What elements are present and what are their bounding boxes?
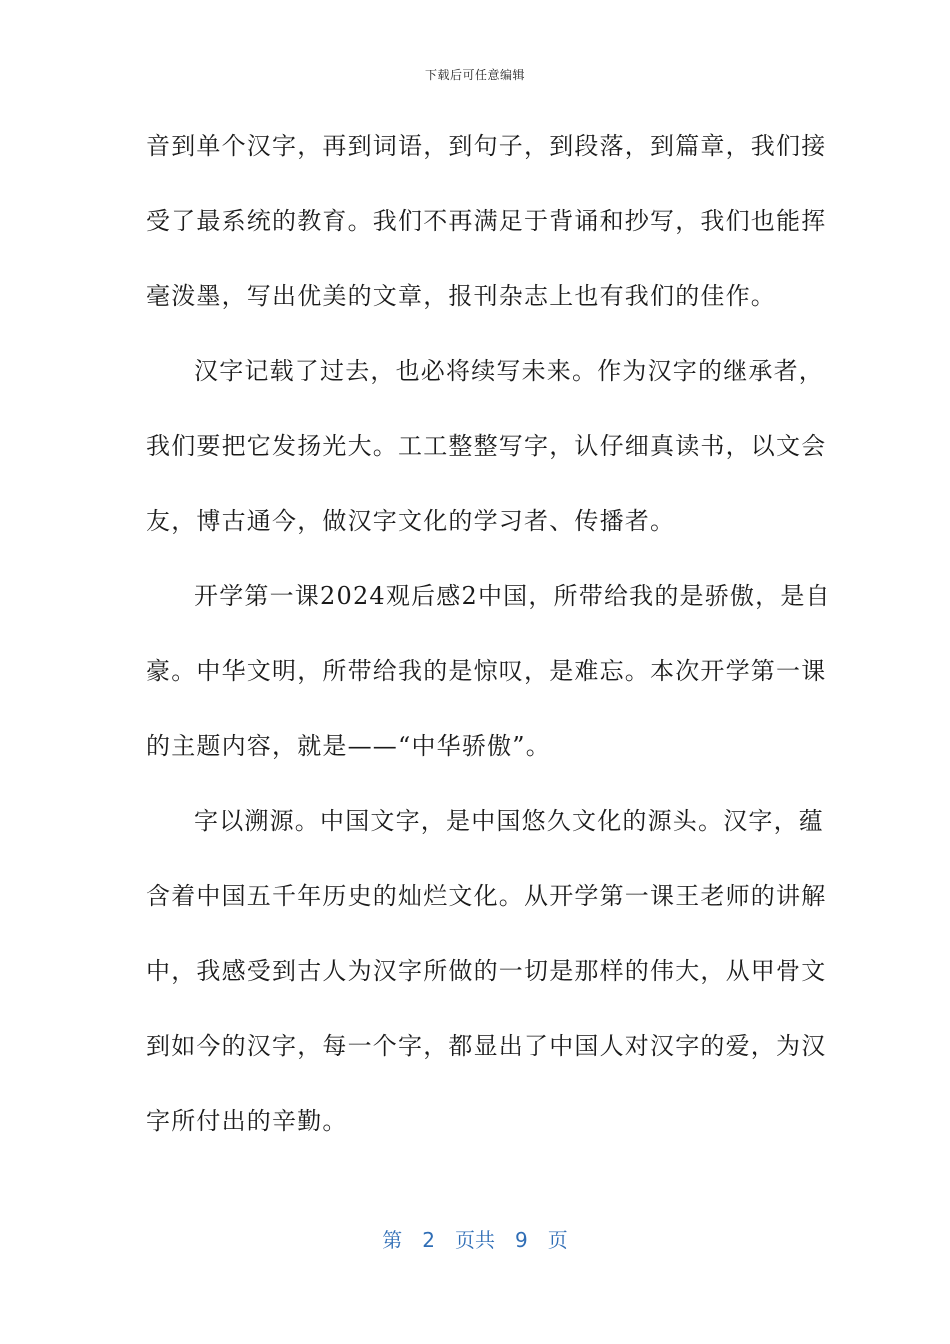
total-pages-number: 9: [515, 1228, 528, 1252]
text-line-12: 中，我感受到古人为汉字所做的一切是那样的伟大，从甲骨文: [146, 957, 827, 985]
page-mid: 页共: [455, 1228, 495, 1252]
text-line-9: 的主题内容，就是——“中华骄傲”。: [146, 732, 551, 760]
page-footer: [0, 1224, 950, 1253]
text-line-4: 汉字记载了过去，也必将续写未来。作为汉字的继承者，: [194, 357, 824, 385]
text-line-3: 毫泼墨，写出优美的文章，报刊杂志上也有我们的佳作。: [146, 282, 776, 310]
page-prefix: 第: [382, 1228, 403, 1252]
text-line-14: 字所付出的辛勤。: [146, 1107, 348, 1135]
text-line-7: 开学第一课2024观后感2中国，所带给我的是骄傲，是自: [194, 582, 831, 610]
header-note: 下载后可任意编辑: [424, 68, 525, 82]
text-line-1: 音到单个汉字，再到词语，到句子，到段落，到篇章，我们接: [146, 132, 827, 160]
text-line-5: 我们要把它发扬光大。工工整整写字，认仔细真读书，以文会: [146, 432, 827, 460]
text-line-2: 受了最系统的教育。我们不再满足于背诵和抄写，我们也能挥: [146, 207, 827, 235]
text-line-10: 字以溯源。中国文字，是中国悠久文化的源头。汉字，蕴: [194, 807, 824, 835]
text-line-13: 到如今的汉字，每一个字，都显出了中国人对汉字的爱，为汉: [146, 1032, 827, 1060]
text-line-11: 含着中国五千年历史的灿烂文化。从开学第一课王老师的讲解: [146, 882, 827, 910]
page-suffix: 页: [547, 1228, 568, 1252]
text-line-6: 友，博古通今，做汉字文化的学习者、传播者。: [146, 507, 676, 535]
current-page-number: 2: [422, 1228, 435, 1252]
text-line-8: 豪。中华文明，所带给我的是惊叹，是难忘。本次开学第一课: [146, 657, 827, 685]
document-body: [146, 121, 831, 1171]
